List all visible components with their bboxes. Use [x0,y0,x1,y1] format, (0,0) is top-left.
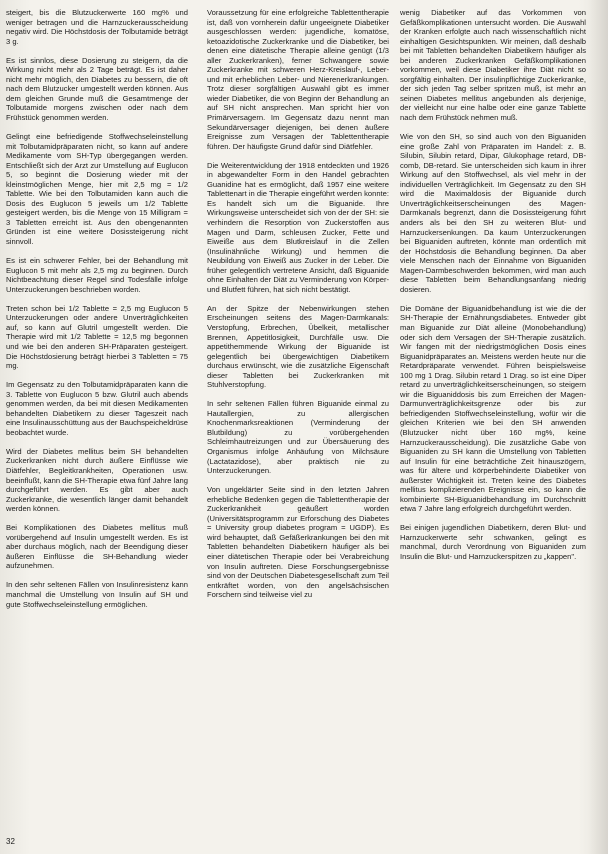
paragraph: Von ungeklärter Seite sind in den letzten Jahren erhebliche Bedenken gegen die Tablettentherapie der Zuckerkrankheit geäußert worden (Universitätsprogramm zur Erforschung des Diabetes = University group diabetes program = UGDP). Es wird behauptet, daß Gefäßerkrankungen bei den mit Tabletten behandelten Diabetikern häufiger als bei einer diätetischen Therapie oder bei Verabreichung von Insulin auftreten. Diese Forschungsergebnisse sind von der Deutschen Diabetesgesellschaft zum Teil entkräftet worden, von den angelsächsischen Forschern sind teilweise viel zu [207,485,389,600]
paragraph: Wird der Diabetes mellitus beim SH behandelten Zuckerkranken nicht durch äußere Einflüsse wie Diätfehler, Begleitkrankheiten, Operationen usw. beeinflußt, kann die SH-Therapie etwa fünf Jahre lang durchgeführt werden. Es gibt aber auch Zuckerkranke, die wesentlich länger damit behandelt werden können. [6,446,188,514]
paragraph: wenig Diabetiker auf das Vorkommen von Gefäßkomplikationen untersucht worden. Die Auswahl der Kranken erfolgte auch nach wissenschaftlich nicht einhaltigen Gesichtspunkten. Wir meinen, daß deshalb bei mit Tabletten behandelten Diabetikern häufiger als bei anderen Zuckerkranken Gefäßkomplikationen vorkommen, weil diese Diabetiker ihre Diät nicht so sorgfältig einhalten. Der insulinpflichtige Zuckerkranke, der sich jeden Tag selber spritzen muß, ist mehr an seinen Diabetes mellitus angebunden als derjenige, der vielleicht nur eine halbe oder eine ganze Tablette nach dem Frühstück nehmen muß. [400,8,586,123]
paragraph: Es ist ein schwerer Fehler, bei der Behandlung mit Euglucon 5 mit mehr als 2,5 mg zu beginnen. Durch Nichtbeachtung dieser Regel sind Todesfälle infolge Unterzuckerungen beschrieben worden. [6,256,188,294]
paragraph: In den sehr seltenen Fällen von Insulinresistenz kann manchmal die Umstellung von Insulin auf SH und gute Stoffwechseleinstellung ermöglichen. [6,580,188,609]
paragraph: Voraussetzung für eine erfolgreiche Tablettentherapie ist, daß von vornherein dafür ungeeignete Diabetiker ausgeschlossen werden: jugendliche, komatöse, ketoazidotische Zuckerkranke und die Diabetiker, bei denen eine diätetische Therapie alleine genügt (1/3 aller Zuckerkranken), ferner Schwangere sowie Zuckerkranke mit schweren Herz-Kreislauf-, Leber- und mit erheblichen Leber- und Nierenerkrankungen. Trotz dieser sorgfältigen Auswahl gibt es immer wieder Diabetiker, die von Beginn der Behandlung an auf SH nicht ansprechen. Man spricht hier von Primärversagern. Im Gegensatz dazu nennt man Sekundärversager diejenigen, bei denen äußere Ereignisse zum Versagen der Tablettentherapie führen. Der häufigste Grund dafür sind Diätfehler. [207,8,389,151]
paragraph: Die Domäne der Biguanidbehandlung ist wie die der SH-Therapie der Ernährungsdiabetes. Entweder gibt man Biguanide zur Diät alleine (Monobehandlung) oder sich dem Versagen der SH-Therapie zusätzlich. Wir fangen mit der niedrigstmöglichen Dosis eines Biguanidpräparates an. Meistens werden heute nur die Retardpräparate verwendet. Führen beispielsweise 100 mg 1 Drag. Silubin retard 1 Drag. so ist eine Diper retard zu unverträglichkeitserscheinungen, so steigern wir die Biguaniddosis bis zum Erreichen der Magen-Darmunverträglichkeitsgrenze oder bis zur befriedigenden Stoffwechseleinstellung, wofür wir die gleichen Kriterien wie bei den SH anwenden (Blutzucker nicht über 160 mg%, keine Harnzuckerausscheidung). Die zusätzliche Gabe von Biguaniden zu SH kann die Umstellung von Tabletten auf Insulin für eine beträchtliche Zeit hinauszögern, was für ältere und körperbehinderte Diabetiker von äußerster Wichtigkeit ist. Treten keine des Diabetes mellitus komplizierenden Ereignisse ein, so kann die kombinierte SH-Biguanidbehandlung im Durchschnitt etwa 7 Jahre lang erfolgreich durchgeführt werden. [400,303,586,514]
paragraph: An der Spitze der Nebenwirkungen stehen Erscheinungen seitens des Magen-Darmkanals: Verstopfung, Erbrechen, Übelkeit, metallischer Brennen, Appetitlosigkeit, Durchfälle usw. Die appetithemmende Wirkung der Biguanide ist gelegentlich bei übergewichtigen Diabetikern durchaus erwünscht, wie die zusätzliche Eigenschaft dieser Tabletten bei Zuckerkranken mit Stuhlverstopfung. [207,303,389,390]
paragraph: In sehr seltenen Fällen führen Biguanide einmal zu Hautallergien, zu allergischen Knochenmarksreaktionen (Verminderung der Blutbildung) zu vorübergehenden Schleimhautreizungen und zur Übersäuerung des Organismus infolge Anhäufung von Milchsäure (Lactatazidose), aber praktisch nie zu Unterzuckerungen. [207,399,389,476]
text-column-left [6,8,188,833]
paragraph: Im Gegensatz zu den Tolbutamidpräparaten kann die 3. Tablette von Euglucon 5 bzw. Glutril auch abends genommen werden, da bei mit diesen Medikamenten behandelten Diabetikern zu dieser Tageszeit nach eine Insulinausschüttung aus der Bauchspeicheldrüse beobachtet wurde. [6,380,188,437]
page-number: 32 [6,837,15,846]
paragraph: Wie von den SH, so sind auch von den Biguaniden eine große Zahl von Präparaten im Handel: z. B. Silubin, Silubin retard, Dipar, Glukophage retard, DB-comb, DB-retard. Sie unterscheiden sich kaum in ihrer Wirkung auf den Stoffwechsel, als viel mehr in der individuellen Verträglichkeit. Im Gegensatz zu den SH wird die Maximaldosis der Biguanide durch Unverträglichkeitserscheinungen des Magen-Darmkanals begrenzt, dann die Dosissteigerung führt anders als bei den SH zu weiteren Blut- und Harnzuckersenkungen. Da kaum Unterzuckerungen bei Biguaniden auftreten, könnte man ordentlich mit der Höchstdosis die Behandlung beginnen. Da aber viele Menschen nach der Einnahme von Biguaniden Magen-Darmbeschwerden bekommen, wird man auch diese Tabletten beim Behandlungsanfang niedrig dosieren. [400,132,586,294]
text-column-middle [207,8,389,833]
page-edge-shadow [588,0,608,854]
paragraph: Bei einigen jugendlichen Diabetikern, deren Blut- und Harnzuckerwerte sehr schwanken, gelingt es manchmal, durch Verordnung von Biguaniden zum Insulin die Blut- und Harnzuckerspitzen zu „kappen". [400,523,586,562]
text-column-right [400,8,586,833]
paragraph: Bei Komplikationen des Diabetes mellitus muß vorübergehend auf Insulin umgestellt werden. Es ist aber durchaus möglich, nach der Beendigung dieser äußeren Einflüsse die SH-Behandlung wieder aufzunehmen. [6,523,188,571]
paragraph: steigert, bis die Blutzuckerwerte 160 mg% und weniger betragen und die Harnzuckerausscheidung negativ wird. Die Höchstdosis der Tolbutamide beträgt 3 g. [6,8,188,46]
paragraph: Treten schon bei 1/2 Tablette = 2,5 mg Euglucon 5 Unterzuckerungen oder andere Unverträglichkeiten auf, so kann auf Glutril umgestellt werden. Die Therapie wird mit 1/2 Tablette = 12,5 mg begonnen und wie bei den anderen SH-Präparaten gesteigert. Die Höchstdosierung beträgt hierbei 3 Tabletten = 75 mg. [6,303,188,371]
paragraph: Gelingt eine befriedigende Stoffwechseleinstellung mit Tolbutamidpräparaten nicht, so kann auf andere Medikamente vom SH-Typ übergegangen werden. Entschließt sich der Arzt zur Umstellung auf Euglucon 5, so beginnt die Dosierung wieder mit der kleinstmöglichen Menge, hier mit 2,5 mg = 1/2 Tablette. Wie bei den Tolbutamiden kann auch die Dosis des Euglucon 5 jeweils um 1/2 Tablette gesteigert werden, bis die Menge von 15 Milligram = 3 Tabletten erreicht ist. Aus den obengenannten Gründen ist eine weitere Dosissteigerung nicht sinnvoll. [6,132,188,247]
paragraph: Es ist sinnlos, diese Dosierung zu steigern, da die Wirkung nicht mehr als 2 Tage beträgt. Es ist daher nicht mehr möglich, den Diabetes zu bessern, die oft nach dem Blutzucker umgestellt werden können. Aus dem gleichen Grunde muß die Gesamtmenge der Tolbutamide morgens zwischen oder nach dem Frühstück genommen werden. [6,55,188,122]
paragraph: Die Weiterentwicklung der 1918 entdeckten und 1926 in abgewandelter Form in den Handel gebrachten Guanidine hat es ermöglicht, daß 1957 eine weitere Tablettenart in die Therapie eingeführt werden konnte: Es handelt sich um die Biguanide. Ihre Wirkungsweise unterscheidet sich von der der SH: sie verhindern die Resorption von Zuckerstoffen aus Magen und Darm, schleusen Zucker, Fette und Eiweiße aus dem Blutkreislauf in die Zellen (Insulinähnliche Wirkung) und hemmen die Neubildung von Eiweiß aus Zucker in der Leber. Die früher gelegentlich vertretene Ansicht, daß Biguanide ohne Einhalten der Diät zu Verminderung von Körper- und Blutfett führen, hat sich nicht bestätigt. [207,160,389,294]
